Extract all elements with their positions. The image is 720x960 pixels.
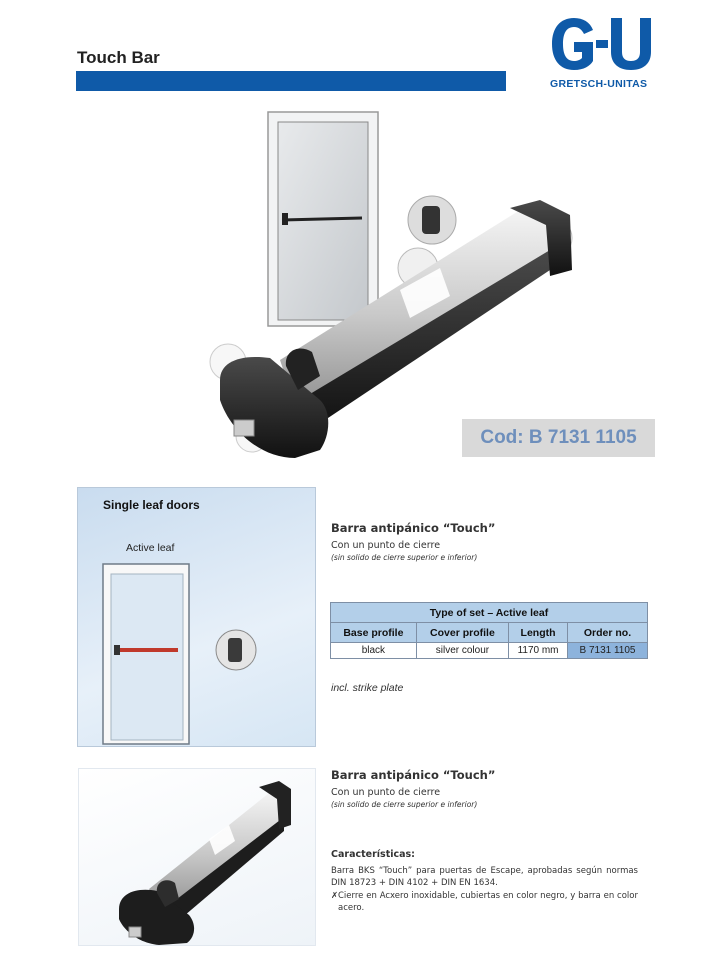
brand-logo [548,14,660,94]
spec-header-cover: Cover profile [416,623,508,643]
spec-cell-base: black [331,643,417,659]
product2-title: Barra antipánico “Touch” [331,768,496,782]
strike-plate-note: incl. strike plate [331,682,404,694]
product2-bar-illustration [79,769,316,946]
product2-image-panel [78,768,316,946]
spec-header-length: Length [509,623,568,643]
page-title: Touch Bar [77,48,160,67]
features-bullet-row [331,890,638,915]
product1-title: Barra antipánico “Touch” [331,521,496,535]
single-leaf-door-illustration [78,488,316,747]
panel-title: Single leaf doors [103,498,200,512]
product1-subtitle: Con un punto de cierre [331,540,441,551]
code-badge: Cod: B 7131 1105 [462,419,655,457]
features-bullet-text: Cierre en Acxero inoxidable, cubiertas en color negro, y barra en color acero. [338,890,638,913]
spec-header-order: Order no. [567,623,647,643]
spec-table [330,602,648,659]
check-icon: ✗ [331,890,339,901]
door-illustration [268,112,378,326]
spec-table-caption: Type of set – Active leaf [331,603,648,623]
hero-product-image [200,100,600,470]
table-row [331,643,648,659]
features-title: Características: [331,849,415,860]
single-leaf-panel [77,487,316,747]
gu-logo-mark [548,14,660,74]
spec-cell-cover: silver colour [416,643,508,659]
spec-cell-order: B 7131 1105 [567,643,647,659]
features-text: Barra BKS “Touch” para puertas de Escape, aprobadas según normas DIN 18723 + DIN 4102 + DIN EN 1634. [331,865,638,888]
spec-cell-length: 1170 mm [509,643,568,659]
spec-header-base: Base profile [331,623,417,643]
product2-subtitle: Con un punto de cierre [331,787,441,798]
logo-text: GRETSCH-UNITAS [550,78,648,90]
title-bar [76,71,506,91]
product2-description [331,768,651,809]
product1-note: (sin solido de cierre superior e inferior) [331,553,478,562]
active-leaf-label: Active leaf [126,542,175,554]
product2-note: (sin solido de cierre superior e inferior) [331,800,478,809]
product1-description [331,521,651,562]
features-block [331,849,638,915]
